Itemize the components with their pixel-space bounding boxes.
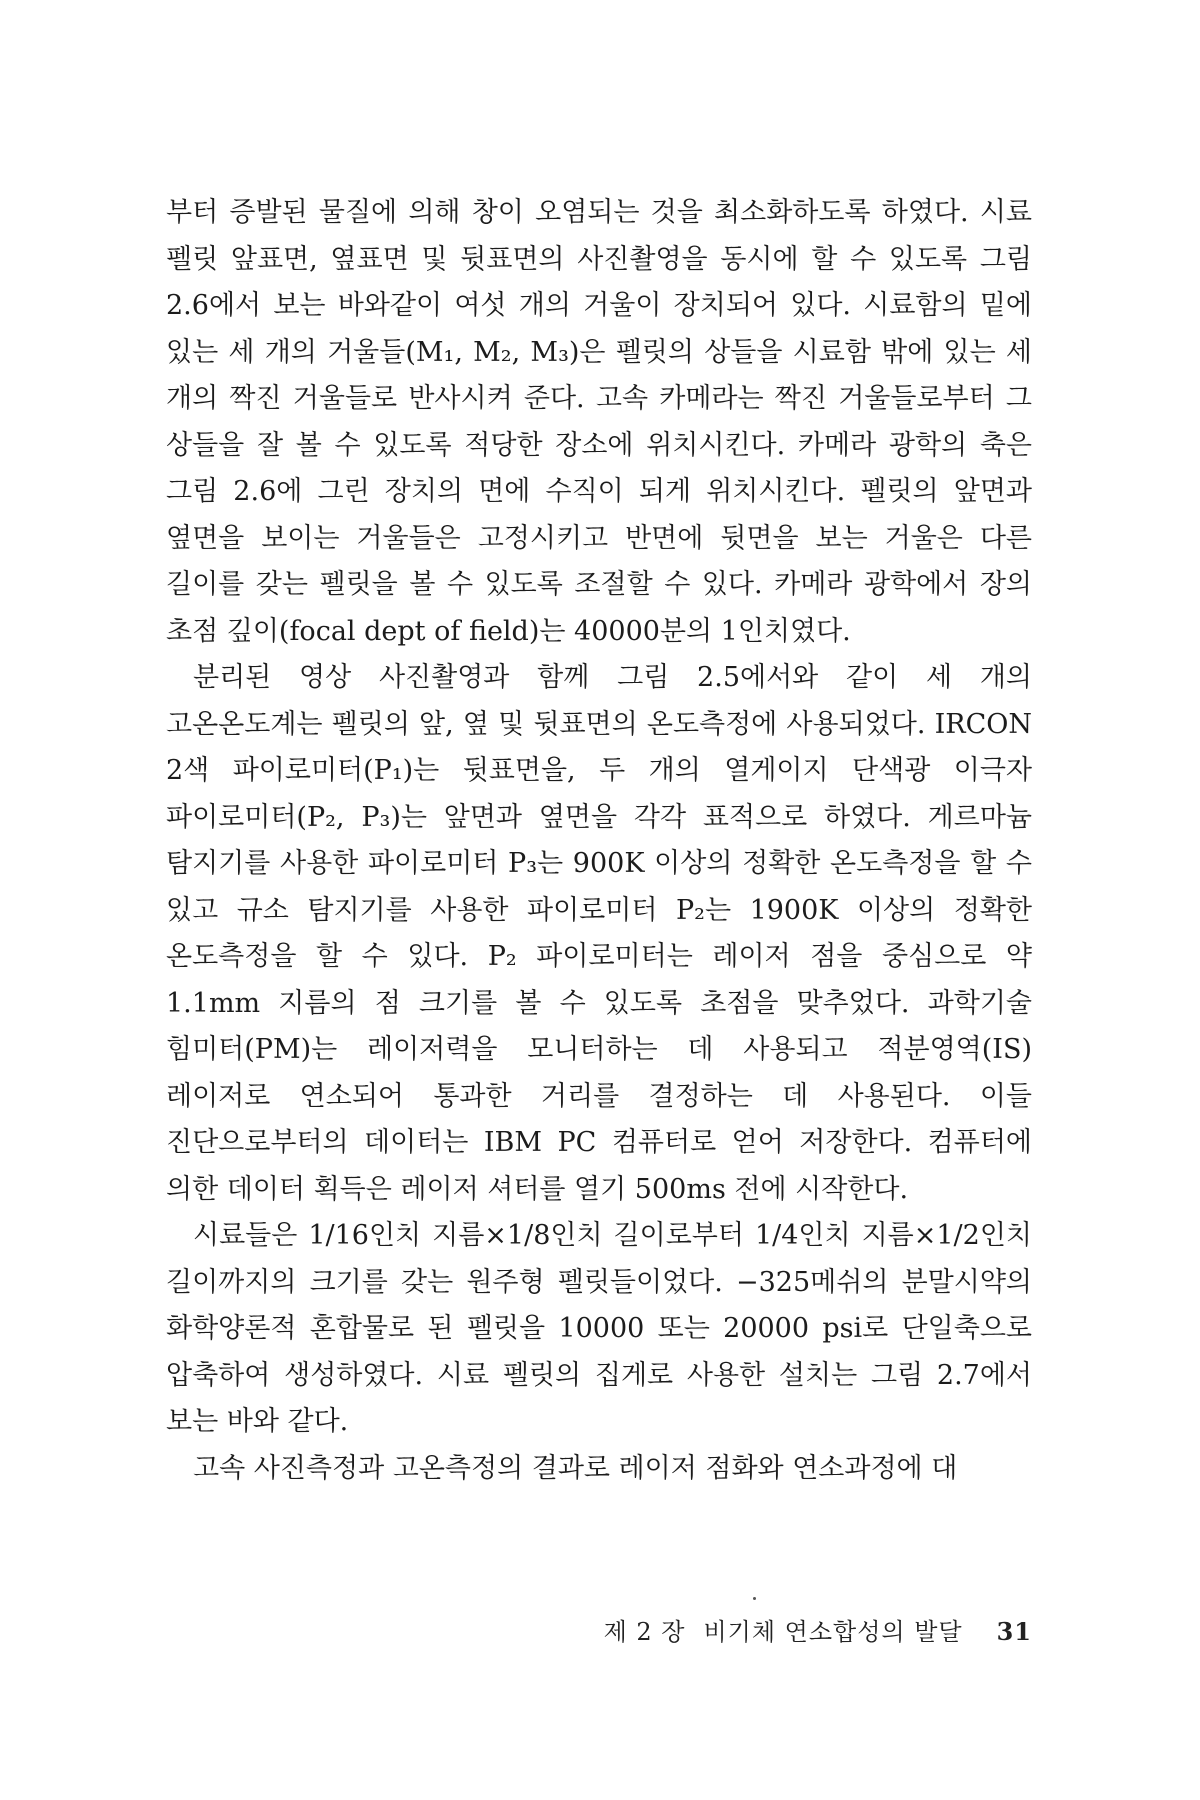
print-speck	[753, 1597, 756, 1600]
page-footer	[604, 1612, 1032, 1647]
page-number: 31	[996, 1617, 1032, 1646]
paragraph-4: 고속 사진측정과 고온측정의 결과로 레이저 점화와 연소과정에 대	[193, 1452, 958, 1484]
paragraph-2: 분리된 영상 사진촬영과 함께 그림 2.5에서와 같이 세 개의 고온온도계는 펠릿의 앞, 옆 및 뒷표면의 온도측정에 사용되었다. IRCON 2색 파이로미터(P₁)는 뒷표면을, 두 개의 열게이지 단색광 이극자 파이로미터(P₂, P₃)는 앞면과 옆면을 각각 표적으로 하였다. 게르마늄 탐지기를 사용한 파이로미터 P₃는 900K 이상의 정확한 온도측정을 할 수 있고 규소 탐지기를 사용한 파이로미터 P₂는 1900K 이상의 정확한 온도측정을 할 수 있다. P₂ 파이로미터는 레이저 점을 중심으로 약 1.1mm 지름의 점 크기를 볼 수 있도록 초점을 맞추었다. 과학기술 힘미터(PM)는 레이저력을 모니터하는 데 사용되고 적분영역(IS) 레이저로 연소되어 통과한 거리를 결정하는 데 사용된다. 이들 진단으로부터의 데이터는 IBM PC 컴퓨터로 얻어 저장한다. 컴퓨터에 의한 데이터 획득은 레이저 셔터를 열기 500ms 전에 시작한다.	[166, 662, 1033, 1205]
body-text	[166, 190, 1032, 1492]
footer-chapter-title: 비기체 연소합성의 발달	[703, 1618, 963, 1646]
footer-chapter: 제 2 장	[603, 1618, 686, 1646]
paragraph-1: 부터 증발된 물질에 의해 창이 오염되는 것을 최소화하도록 하였다. 시료 펠릿 앞표면, 옆표면 및 뒷표면의 사진촬영을 동시에 할 수 있도록 그림 2.6에서 보는 바와같이 여섯 개의 거울이 장치되어 있다. 시료함의 밑에 있는 세 개의 거울들(M₁, M₂, M₃)은 펠릿의 상들을 시료함 밖에 있는 세 개의 짝진 거울들로 반사시켜 준다. 고속 카메라는 짝진 거울들로부터 그 상들을 잘 볼 수 있도록 적당한 장소에 위치시킨다. 카메라 광학의 축은 그림 2.6에 그린 장치의 면에 수직이 되게 위치시킨다. 펠릿의 앞면과 옆면을 보이는 거울들은 고정시키고 반면에 뒷면을 보는 거울은 다른 길이를 갖는 펠릿을 볼 수 있도록 조절할 수 있다. 카메라 광학에서 장의 초점 깊이(focal dept of field)는 40000분의 1인치였다.	[166, 197, 1032, 647]
paragraph-3: 시료들은 1/16인치 지름×1/8인치 길이로부터 1/4인치 지름×1/2인치 길이까지의 크기를 갖는 원주형 펠릿들이었다. −325메쉬의 분말시약의 화학양론적 혼합물로 된 펠릿을 10000 또는 20000 psi로 단일축으로 압축하여 생성하였다. 시료 펠릿의 집게로 사용한 설치는 그림 2.7에서 보는 바와 같다.	[166, 1220, 1032, 1437]
